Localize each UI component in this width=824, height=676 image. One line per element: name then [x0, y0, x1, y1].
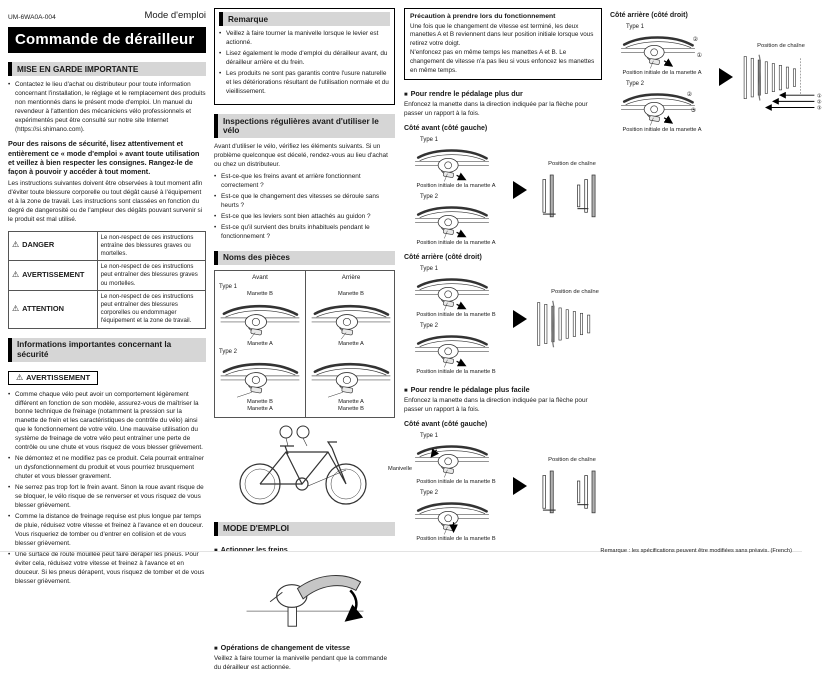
- section-heading-informations-securite: Informations importantes concernant la sécurité: [8, 338, 206, 362]
- section-heading-mode-demploi: MODE D'EMPLOI: [214, 522, 395, 536]
- footer-note: Remarque : les spécifications peuvent être modifiées sans préavis. (French): [600, 548, 792, 554]
- lever-a-label: Manette A: [338, 341, 364, 347]
- direction-triangle-icon: [513, 310, 527, 328]
- section-heading-remarque: Remarque: [219, 12, 390, 26]
- inspection-bullet: • Est-ce qu'il survient des bruits inhabituels pendant le fonctionnement ?: [214, 224, 395, 242]
- harder-subheading: Pour rendre le pédalage plus dur: [410, 89, 523, 99]
- chain-position-label: Position de chaîne: [548, 456, 596, 463]
- lever-b-label: Manette B: [247, 291, 273, 298]
- parts-rear-column: [306, 271, 396, 416]
- inspections-intro: Avant d'utiliser le vélo, vérifiez les éléments suivants. Si un problème quelconque est décelé, rendez-vous au lieu d'achat ou chez un distributeur.: [214, 143, 388, 168]
- easier-intro: Enfoncez la manette dans la direction indiquée par la flèche pour passer un rapport à la fois.: [404, 396, 588, 413]
- remarque-bullet: • Les produits ne sont pas garantis contre l'usure naturelle et les détériorations résultant de l'utilisation normale et du vieillissement.: [219, 70, 390, 97]
- square-marker-icon: ■: [214, 547, 218, 554]
- hazard-label: ATTENTION: [22, 303, 64, 313]
- precaution-line2: N'enfoncez pas en même temps les manettes A et B. Le changement de vitesse n'a pas lieu si vous enfoncez les manettes en même temps.: [410, 48, 595, 74]
- shift-lever-figure: [404, 329, 500, 369]
- table-row: [9, 290, 206, 328]
- rear-cassette-figure: [532, 299, 618, 349]
- square-marker-icon: ■: [404, 92, 408, 99]
- column-3: [404, 0, 602, 543]
- crank-label: Manivelle: [387, 465, 412, 472]
- type-label: Type 1: [420, 265, 439, 272]
- document-number: UM-6WA0A-004: [8, 14, 56, 21]
- classification-note: Les instructions suivantes doivent être observées à tout moment afin d'éviter toute blessure corporelle ou tout dégât causé à l'équipement et à la zone de travail. Les instructions sont classées en fonction du degré de dangerosité ou de l'ampleur des dégâts pouvant survenir si le produit est mal utilisé.: [8, 179, 203, 223]
- bicycle-figure-wrap: [228, 422, 412, 513]
- shift-lever-figure: [404, 200, 500, 240]
- section-heading-inspections: Inspections régulières avant d'utiliser le vélo: [214, 114, 395, 138]
- front-chain-figure: [532, 171, 612, 219]
- safety-bullet: • Ne serrez pas trop fort le frein avant. Sinon la roue avant risque de se bloquer, le vélo risque de se renverser et vous risquez de vous blesser grièvement.: [8, 484, 206, 511]
- parts-front-column: [215, 271, 306, 416]
- step-mark: ①: [696, 53, 702, 59]
- inspection-bullet: • Est-ce-que les freins avant et arrière fonctionnent correctement ?: [214, 173, 395, 191]
- direction-triangle-icon: [513, 181, 527, 199]
- easier-rear-group: [610, 20, 822, 134]
- chain-position-label: Position de chaîne: [551, 288, 599, 295]
- rear-lever-type1-figure: [310, 298, 392, 341]
- rear-lever-type2-figure: [310, 356, 392, 399]
- initial-position-label: Position initiale de la manette B: [416, 535, 496, 542]
- document-type-label: Mode d'emploi: [144, 10, 206, 21]
- safety-bullet: • Comme chaque vélo peut avoir un comportement légèrement différent en fonction de son modèle, assurez-vous de maîtriser la bonne technique de freinage (notamment la pression sur la manette de frein et les caractéristiques de contrôle du vélo) ainsi que le fonctionnement de votre vélo. Une mauvaise utilisation du système de freinage de votre vélo peut entraîner une perte de contrôle ou une chute et vous risquez de vous blesser grièvement.: [8, 391, 206, 454]
- shift-instruction: Veillez à faire tourner la manivelle pendant que la commande du dérailleur est actionnée.: [214, 654, 388, 671]
- notice-bullet: • Contactez le lieu d'achat ou distributeur pour toute information concernant l'installation, le réglage et le remplacement des produits non mentionnés dans le présent mode d'emploi. Un manuel du revendeur à l'attention des mécaniciens vélo professionnels et expérimentés peut être consulté sur notre site Internet (https://si.shimano.com).: [8, 81, 206, 135]
- step-mark: ①: [817, 93, 822, 100]
- precaution-heading: Précaution à prendre lors du fonctionnement: [410, 13, 556, 20]
- front-label: Avant: [252, 274, 268, 282]
- shift-lever-figure: [404, 496, 500, 536]
- remarque-bullet: • Veillez à faire tourner la manivelle lorsque le levier est actionné.: [219, 30, 390, 48]
- lever-a-label: Manette A: [247, 405, 273, 412]
- step-mark: ②: [686, 92, 692, 99]
- rear-cassette-steps-figure: [738, 53, 824, 111]
- direction-triangle-icon: [513, 477, 527, 495]
- warning-icon: ⚠: [12, 240, 20, 250]
- remarque-bullet: • Lisez également le mode d'emploi du dérailleur avant, du dérailleur arrière et du frein.: [219, 50, 390, 68]
- step-mark: ②: [817, 99, 822, 106]
- step-mark: ③: [690, 108, 696, 115]
- harder-front-heading: Côté avant (côté gauche): [404, 125, 488, 133]
- initial-position-label: Position initiale de la manette B: [416, 478, 496, 485]
- type-label: Type 1: [420, 432, 439, 439]
- initial-position-label: Position initiale de la manette A: [416, 183, 496, 190]
- shift-lever-figure: [404, 272, 500, 312]
- initial-position-label: Position initiale de la manette B: [416, 368, 496, 375]
- direction-triangle-icon: [719, 68, 733, 86]
- easier-rear-heading: Côté arrière (côté droit): [610, 12, 688, 19]
- hazard-table: [8, 231, 206, 329]
- precaution-line1: Une fois que le changement de vitesse est terminé, les deux manettes A et B reviennent dans leur position initiale lorsque vous retirez votre doigt.: [410, 22, 594, 48]
- parts-diagram-box: [214, 270, 395, 417]
- hazard-label: AVERTISSEMENT: [22, 270, 85, 280]
- shift-lever-figure: [610, 30, 706, 70]
- table-row: [9, 231, 206, 261]
- harder-rear-heading: Côté arrière (côté droit): [404, 253, 482, 261]
- step-mark: ②: [692, 37, 698, 43]
- front-lever-type2-figure: [219, 356, 301, 399]
- bicycle-figure: [228, 422, 378, 508]
- easier-front-group: [404, 429, 602, 543]
- initial-position-label: Position initiale de la manette A: [416, 240, 496, 247]
- brakes-subheading: Actionner les freins: [220, 544, 288, 554]
- square-marker-icon: ■: [214, 645, 218, 652]
- type-label: Type 2: [626, 81, 645, 88]
- table-row: [9, 261, 206, 291]
- lever-b-label: Manette B: [247, 398, 273, 405]
- warning-label: AVERTISSEMENT: [26, 372, 91, 382]
- rear-label: Arrière: [341, 274, 361, 282]
- hazard-label: DANGER: [22, 240, 55, 250]
- lever-a-label: Manette A: [338, 398, 364, 405]
- type-label: Type 2: [420, 489, 439, 496]
- page-title: Commande de dérailleur: [8, 27, 206, 53]
- warning-icon: ⚠: [12, 303, 20, 313]
- safety-statement: Pour des raisons de sécurité, lisez attentivement et entièrement ce « mode d'emploi » avant toute utilisation et veillez à bien respecter les consignes. Rangez-le de façon à pouvoir y accéder à tout moment.: [8, 139, 200, 177]
- type-label: Type 2: [219, 348, 238, 355]
- hazard-description: Le non-respect de ces instructions peut entraîner des blessures graves ou mortelles.: [97, 261, 205, 291]
- safety-bullet: • Une surface de route mouillée peut faire déraper les pneus. Pour éviter cela, réduisez votre vitesse et freinez à l'avance et en douceur. Si les pneus dérapent, vous risquez de tomber et de vous blesser grièvement.: [8, 551, 206, 587]
- type-label-spacer: [310, 284, 312, 290]
- safety-bullet: • Ne démontez et ne modifiez pas ce produit. Cela pourrait entraîner un dysfonctionnement du produit et vous pourriez brusquement chuter et vous blesser gravement.: [8, 455, 206, 482]
- column-4: [610, 0, 822, 134]
- type-label-spacer: [310, 349, 312, 355]
- inspection-bullet: • Est-ce que le changement des vitesses se déroule sans heurts ?: [214, 193, 395, 211]
- shift-lever-figure: [404, 439, 500, 479]
- hazard-description: Le non-respect de ces instructions peut entraîner des blessures corporelles ou endommager l'équipement et la zone de travail.: [97, 290, 205, 328]
- front-chain-figure: [532, 467, 612, 515]
- shift-subheading: Opérations de changement de vitesse: [220, 642, 351, 652]
- easier-subheading: Pour rendre le pédalage plus facile: [410, 384, 530, 394]
- type-label: Type 1: [219, 284, 238, 291]
- chain-position-label: Position de chaîne: [548, 161, 596, 168]
- warning-icon: ⚠: [16, 372, 24, 382]
- easier-front-heading: Côté avant (côté gauche): [404, 420, 488, 428]
- front-lever-type1-figure: [219, 298, 301, 341]
- chain-position-label: Position de chaîne: [757, 43, 805, 50]
- lever-b-label: Manette B: [338, 405, 364, 412]
- harder-rear-group: [404, 262, 602, 376]
- harder-intro: Enfoncez la manette dans la direction indiquée par la flèche pour passer un rapport à la fois.: [404, 101, 588, 118]
- remarque-box: [214, 8, 395, 105]
- safety-bullet: • Comme la distance de freinage requise est plus longue par temps de pluie, réduisez votre vitesse et freinez à l'avance et en douceur. Vous risqueriez de tomber ou d'entrer en collision et de vous blesser grièvement.: [8, 513, 206, 549]
- initial-position-label: Position initiale de la manette A: [622, 127, 702, 134]
- shift-lever-figure: [404, 143, 500, 183]
- initial-position-label: Position initiale de la manette A: [622, 70, 702, 76]
- column-1: [8, 0, 206, 590]
- hazard-description: Le non-respect de ces instructions entraîne des blessures graves ou mortelles.: [97, 231, 205, 261]
- lever-b-label: Manette B: [338, 291, 364, 298]
- square-marker-icon: ■: [404, 387, 408, 394]
- precaution-box: [404, 8, 602, 80]
- step-mark: ③: [817, 105, 822, 112]
- column-2: [214, 0, 412, 676]
- type-label: Type 1: [626, 24, 645, 30]
- section-heading-mise-en-garde: MISE EN GARDE IMPORTANTE: [8, 62, 206, 76]
- type-label: Type 2: [420, 322, 439, 329]
- section-heading-noms-des-pieces: Noms des pièces: [214, 251, 395, 265]
- lever-a-label: Manette A: [247, 341, 273, 347]
- initial-position-label: Position initiale de la manette B: [416, 311, 496, 318]
- type-label: Type 2: [420, 194, 439, 201]
- harder-front-group: [404, 133, 602, 247]
- inspection-bullet: • Est-ce que les leviers sont bien attachés au guidon ?: [214, 213, 395, 222]
- brake-action-figure: [239, 560, 371, 634]
- type-label: Type 1: [420, 137, 439, 144]
- warning-badge: [8, 371, 98, 385]
- warning-icon: ⚠: [12, 270, 20, 280]
